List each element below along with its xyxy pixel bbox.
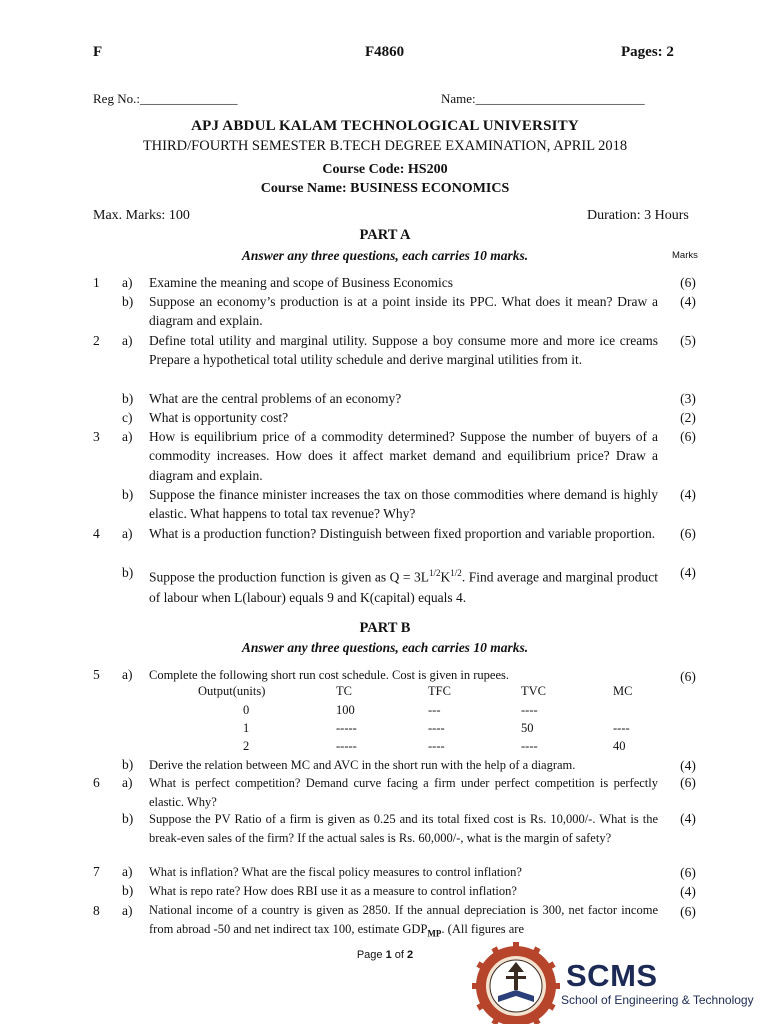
scms-logo-subtitle: School of Engineering & Technology: [561, 993, 754, 1007]
question-marks: (4): [680, 758, 696, 773]
table-cell: -----: [336, 721, 357, 735]
table-cell: 0: [243, 703, 250, 717]
table-header: TFC: [428, 684, 451, 698]
question-number: 5: [93, 667, 100, 682]
question-text: What are the central problems of an economy?: [149, 391, 402, 406]
question-text: Examine the meaning and scope of Business Economics: [149, 275, 454, 290]
question-marks: (2): [680, 410, 696, 425]
question-text: What is repo rate? How does RBI use it as a measure to control inflation?: [149, 884, 517, 898]
question-text: What is inflation? What are the fiscal policy measures to control inflation?: [149, 865, 522, 879]
question-marks: (4): [680, 884, 696, 899]
question-label: b): [122, 487, 134, 502]
exam-title: THIRD/FOURTH SEMESTER B.TECH DEGREE EXAMINATION, APRIL 2018: [142, 138, 628, 154]
question-label: a): [122, 429, 133, 444]
question-marks: (6): [680, 865, 696, 880]
question-text: Suppose the PV Ratio of a firm is given as 0.25 and its total fixed cost is Rs. 10,000/-. What is the break-even sales of the firm? If the actual sales is Rs. 60,000/-, what is the margin of safety?: [149, 812, 658, 845]
part-b-title: PART B: [359, 620, 411, 636]
question-label: a): [122, 864, 133, 879]
question-marks: (6): [680, 526, 696, 541]
part-b-instruction: Answer any three questions, each carries 10 marks.: [241, 640, 529, 655]
page-count: Pages: 2: [621, 44, 674, 60]
question-text: What is a production function? Distinguish between fixed proportion and variable proportion.: [149, 526, 656, 541]
question-marks: (4): [680, 294, 696, 309]
question-number: 1: [93, 275, 100, 290]
question-text: Define total utility and marginal utility. Suppose a boy consume more and more ice creams Prepare a hypothetical total utility schedule and derive marginal utilities from it.: [149, 333, 658, 368]
question-marks: (3): [680, 391, 696, 406]
course-name: Course Name: BUSINESS ECONOMICS: [260, 181, 510, 196]
question-marks: (6): [680, 275, 696, 290]
question-text: Suppose an economy’s production is at a point inside its PPC. What does it mean? Draw a diagram and explain.: [149, 294, 658, 329]
question-text: Complete the following short run cost schedule. Cost is given in rupees.: [149, 668, 510, 682]
question-number: 2: [93, 333, 100, 348]
question-label: c): [122, 410, 133, 425]
table-cell: ----: [428, 739, 445, 753]
table-header: TVC: [521, 684, 546, 698]
course-code: Course Code: HS200: [322, 162, 448, 177]
university-title: APJ ABDUL KALAM TECHNOLOGICAL UNIVERSITY: [191, 118, 579, 134]
question-text: What is opportunity cost?: [149, 410, 289, 425]
question-label: b): [122, 391, 134, 406]
question-text: Suppose the finance minister increases the tax on those commodities where demand is highly elastic. What happens to total tax revenue? Why?: [149, 487, 658, 522]
question-marks: (4): [680, 565, 696, 580]
table-cell: ----: [521, 703, 538, 717]
question-marks: (6): [680, 904, 696, 919]
question-text: What is perfect competition? Demand curve facing a firm under perfect competition is perfectly elastic. Why?: [149, 776, 658, 809]
question-text: Derive the relation between MC and AVC in the short run with the help of a diagram.: [149, 758, 576, 772]
table-header: Output(units): [198, 684, 266, 698]
question-label: b): [122, 883, 134, 898]
question-marks: (6): [680, 429, 696, 444]
question-label: b): [122, 565, 134, 580]
question-label: b): [122, 811, 134, 826]
table-cell: ----: [521, 739, 538, 753]
table-cell: 40: [613, 739, 626, 753]
reg-no-field: Reg No.:_______________: [93, 91, 238, 106]
question-text: National income of a country is given as 2850. If the annual depreciation is 300, net factor income from abroad -50 and net indirect tax 100, estimate $GDP_{MP}$. (All figures are: [149, 903, 658, 939]
question-number: 7: [93, 864, 100, 879]
question-label: b): [122, 757, 134, 772]
question-marks: (4): [680, 811, 696, 826]
question-marks: (5): [680, 333, 696, 348]
scms-emblem-icon: [470, 940, 562, 1024]
part-a-instruction: Answer any three questions, each carries 10 marks.: [241, 248, 529, 263]
table-cell: -----: [336, 739, 357, 753]
question-number: 6: [93, 775, 100, 790]
question-number: 3: [93, 429, 100, 444]
question-label: a): [122, 333, 133, 348]
marks-column-header: Marks: [672, 250, 698, 261]
name-field: Name:__________________________: [441, 91, 645, 106]
table-cell: 1: [243, 721, 250, 735]
question-label: a): [122, 775, 133, 790]
question-text: How is equilibrium price of a commodity determined? Suppose the number of buyers of a commodity increases. How does it affect market demand and equilibrium price? Draw a diagram and explain.: [149, 429, 658, 483]
table-cell: ---: [428, 703, 441, 717]
series-letter: F: [93, 44, 103, 60]
table-header: MC: [613, 684, 633, 698]
table-cell: ----: [428, 721, 445, 735]
question-text: Suppose the production function is given as $Q = 3L^{1/2}K^{1/2}$. Find average and marginal product of labour when L(labour) equals 9 and K(capital) equals 4.: [149, 568, 658, 605]
question-label: b): [122, 294, 134, 309]
question-marks: (6): [680, 775, 696, 790]
question-label: a): [122, 667, 133, 682]
question-number: 4: [93, 526, 100, 541]
question-label: a): [122, 526, 133, 541]
scms-logo-text: SCMS: [566, 958, 658, 993]
table-header: TC: [336, 684, 352, 698]
table-cell: ----: [613, 721, 630, 735]
table-cell: 2: [243, 739, 250, 753]
paper-code: F4860: [365, 44, 405, 60]
part-a-title: PART A: [359, 227, 411, 243]
question-marks: (4): [680, 487, 696, 502]
page-number-footer: Page 1 of 2: [356, 949, 414, 961]
question-marks: (6): [680, 669, 696, 684]
question-number: 8: [93, 903, 100, 918]
question-label: a): [122, 275, 133, 290]
max-marks: Max. Marks: 100: [93, 208, 190, 223]
table-cell: 50: [521, 721, 534, 735]
table-cell: 100: [336, 703, 355, 717]
question-label: a): [122, 903, 133, 918]
duration: Duration: 3 Hours: [587, 208, 689, 223]
